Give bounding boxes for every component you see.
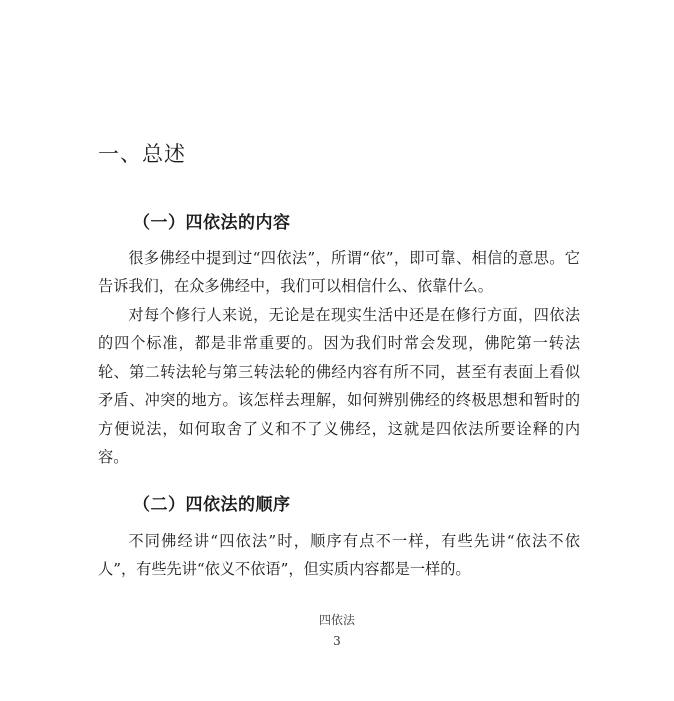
- paragraph-importance-of-four-reliances: 对每个修行人来说，无论是在现实生活中还是在修行方面，四依法的四个标准，都是非常重要的。因为我们时常会发现，佛陀第一转法轮、第二转法轮与第三转法轮的佛经内容有所不同，甚至有表面上看似矛盾、冲突的地方。该怎样去理解，如何辨别佛经的终极思想和暂时的方便说法，如何取舍了义和不了义佛经，这就是四依法所要诠释的内容。: [98, 306, 580, 467]
- paragraph-meaning-of-reliance: 很多佛经中提到过“四依法”，所谓“依”，即可靠、相信的意思。它告诉我们，在众多佛经中，我们可以相信什么、依靠什么。: [98, 249, 580, 296]
- page-number: 3: [333, 634, 341, 648]
- running-footer-title: 四依法: [318, 613, 355, 627]
- chapter-title: 一、总述: [98, 142, 186, 166]
- section-heading-order: （二）四依法的顺序: [133, 495, 291, 515]
- section-heading-content: （一）四依法的内容: [133, 213, 291, 233]
- paragraph-order-of-reliances: 不同佛经讲“四依法”时，顺序有点不一样，有些先讲“依法不依人”，有些先讲“依义不依语”，但实质内容都是一样的。: [98, 532, 580, 579]
